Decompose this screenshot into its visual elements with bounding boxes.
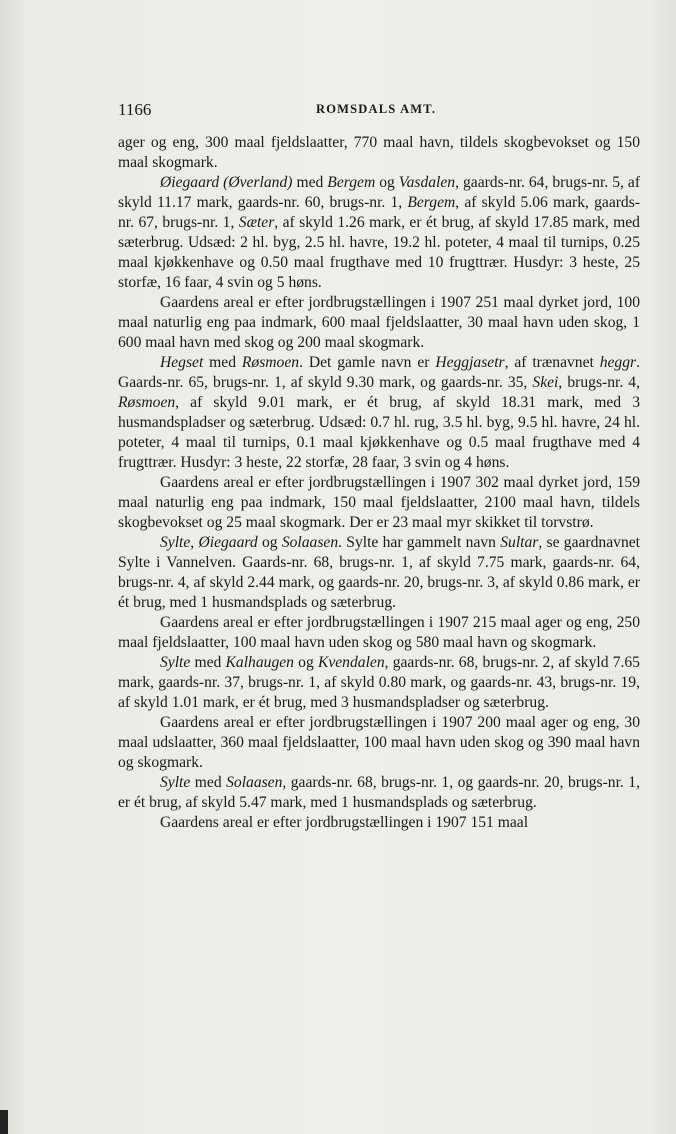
text-run: , af trænavnet bbox=[504, 354, 600, 371]
place-name: Solaasen bbox=[226, 774, 283, 791]
body-text bbox=[118, 133, 640, 833]
farm-name: Øiegaard (Øverland) bbox=[160, 174, 293, 191]
farm-entry-sylte-3 bbox=[118, 773, 640, 813]
area-paragraph-truncated: Gaardens areal er efter jordbrugstællingen i 1907 151 maal bbox=[160, 814, 529, 831]
text-run: med bbox=[190, 654, 226, 671]
scan-edge-mark bbox=[0, 1110, 8, 1134]
farm-entry-sylte-2 bbox=[118, 653, 640, 713]
text-run: og bbox=[375, 174, 399, 191]
place-name: Skei bbox=[532, 374, 559, 391]
area-paragraph: Gaardens areal er efter jordbrugstællingen i 1907 251 maal dyrket jord, 100 maal naturlig eng paa indmark, 600 maal fjeldslaatter, 30 maal havn uden skog, 1 600 maal havn med skog og 200 maal skogmark. bbox=[118, 294, 640, 351]
place-name: Kvendalen bbox=[317, 654, 385, 671]
text-run: , gaards-nr. 64, brugs-nr. 5, af skyld 11.17 mark, gaards-nr. 60, brugs-nr. 1, bbox=[118, 174, 641, 211]
place-name: Heggjasetr bbox=[435, 354, 505, 371]
place-name: Røsmoen bbox=[118, 394, 176, 411]
text-run: med bbox=[203, 354, 242, 371]
area-paragraph: Gaardens areal er efter jordbrugstællingen i 1907 215 maal ager og eng, 250 maal fjeldslaatter, 100 maal havn uden skog og 580 maal havn og skogmark. bbox=[118, 614, 640, 651]
place-name: Solaasen bbox=[281, 534, 339, 551]
text-run: , gaards-nr. 68, brugs-nr. 2, af skyld 7.65 mark, gaards-nr. 37, brugs-nr. 1, af skyld 0.80 mark, og gaards-nr. 43, brugs-nr. 19, af skyld 1.01 mark, er ét brug, med 3 husmandspladser og sæterbrug. bbox=[118, 654, 640, 711]
place-name: Sæter bbox=[238, 214, 275, 231]
text-run: . Sylte har gammelt navn bbox=[338, 534, 501, 551]
text-run: og bbox=[257, 534, 282, 551]
text-run: . Det gamle navn er bbox=[299, 354, 436, 371]
farm-entry-oiegaard bbox=[118, 173, 640, 293]
place-name: Bergem bbox=[327, 174, 376, 191]
place-name: heggr bbox=[599, 354, 637, 371]
place-name: Bergem bbox=[407, 194, 456, 211]
text-run: , brugs-nr. 4, bbox=[558, 374, 641, 391]
text-run: og bbox=[293, 654, 318, 671]
text-run: , se gaardnavnet Sylte i Vannelven. Gaards-nr. 68, brugs-nr. 1, af skyld 7.75 mark, gaards-nr. 64, brugs-nr. 4, af skyld 2.44 mark, og gaards-nr. 20, brugs-nr. 3, af skyld 0.86 mark, er ét brug, med 1 husmandsplads og sæterbrug. bbox=[118, 534, 640, 611]
farm-name: Sylte bbox=[160, 774, 191, 791]
farm-name: Sylte bbox=[160, 654, 191, 671]
text-run: , af skyld 5.06 mark, gaards-nr. 67, brugs-nr. 1, bbox=[118, 194, 640, 231]
text-run: , af skyld 9.01 mark, er ét brug, af skyld 18.31 mark, med 3 husmandspladser og sæterbrug. Udsæd: 0.7 hl. rug, 3.5 hl. byg, 9.5 hl. havre, 24 hl. poteter, 4 maal til turnips, 0.1 maal kjøkkenhave og 0.5 maal frugthave med 4 frugttrær. Husdyr: 3 heste, 22 storfæ, 28 faar, 3 svin og 4 høns. bbox=[118, 394, 640, 471]
running-head: ROMSDALS AMT. bbox=[316, 102, 437, 116]
page-number: 1166 bbox=[118, 100, 152, 119]
farm-name: Sylte, Øiegaard bbox=[160, 534, 258, 551]
area-paragraph: Gaardens areal er efter jordbrugstællingen i 1907 302 maal dyrket jord, 159 maal naturlig eng paa indmark, 150 maal fjeldslaatter, 2100 maal havn, tildels skogbevokset og 25 maal skogmark. Der er 23 maal myr skikket til torvstrø. bbox=[118, 474, 640, 531]
text-run: med bbox=[292, 174, 328, 191]
place-name: Sultar bbox=[500, 534, 539, 551]
farm-entry-sylte-1 bbox=[118, 533, 640, 613]
place-name: Røsmoen bbox=[241, 354, 300, 371]
page-header bbox=[118, 100, 638, 122]
text-run: med bbox=[190, 774, 227, 791]
place-name: Vasdalen bbox=[398, 174, 456, 191]
paragraph-continuation: ager og eng, 300 maal fjeldslaatter, 770 maal havn, tildels skogbevokset og 150 maal skogmark. bbox=[118, 134, 640, 171]
place-name: Kalhaugen bbox=[225, 654, 294, 671]
text-run: . Gaards-nr. 65, brugs-nr. 1, af skyld 9.30 mark, og gaards-nr. 35, bbox=[118, 354, 640, 391]
farm-entry-hegset bbox=[118, 353, 640, 473]
text-run: , gaards-nr. 68, brugs-nr. 1, og gaards-nr. 20, brugs-nr. 1, er ét brug, af skyld 5.47 mark, med 1 husmandsplads og sæterbrug. bbox=[118, 774, 640, 811]
farm-name: Hegset bbox=[160, 354, 204, 371]
area-paragraph: Gaardens areal er efter jordbrugstællingen i 1907 200 maal ager og eng, 30 maal udslaatter, 360 maal fjeldslaatter, 100 maal havn uden skog og 390 maal havn og skogmark. bbox=[118, 714, 640, 771]
text-run: , af skyld 1.26 mark, er ét brug, af skyld 17.85 mark, med sæterbrug. Udsæd: 2 hl. byg, 2.5 hl. havre, 19.2 hl. poteter, 4 maal til turnips, 0.25 maal kjøkkenhave og 0.50 maal frugthave med 10 frugttrær. Husdyr: 3 heste, 25 storfæ, 16 faar, 4 svin og 5 høns. bbox=[118, 214, 640, 291]
